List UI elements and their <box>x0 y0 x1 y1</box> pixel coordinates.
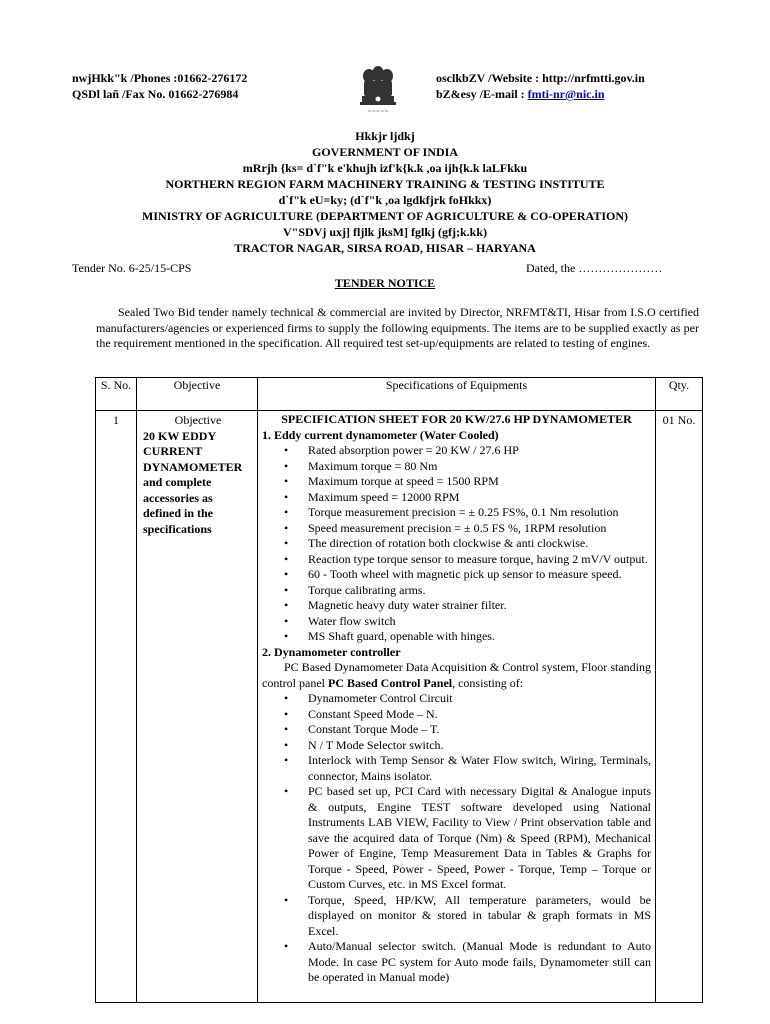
national-emblem-icon <box>354 64 402 116</box>
phone-line: nwjHkk"k /Phones :01662-276172 <box>72 71 248 85</box>
header-sno: S. No. <box>96 378 137 411</box>
list-item: • Constant Speed Mode – N. <box>262 707 651 723</box>
header-specifications: Specifications of Equipments <box>258 378 656 411</box>
tender-notice-title: TENDER NOTICE <box>334 276 436 290</box>
table-header-row <box>96 378 703 411</box>
list-item: • Rated absorption power = 20 KW / 27.6 HP <box>262 443 651 459</box>
list-item: • Maximum torque = 80 Nm <box>262 459 651 475</box>
org-institute-name: NORTHERN REGION FARM MACHINERY TRAINING & TESTING INSTITUTE <box>165 177 605 191</box>
email-line: bZ&esy /E-mail : fmti-nr@nic.in <box>436 87 605 101</box>
row-objective <box>137 411 258 1003</box>
section2-title: 2. Dynamometer controller <box>262 644 401 659</box>
email-link[interactable]: fmti-nr@nic.in <box>527 87 605 101</box>
list-item: • 60 - Tooth wheel with magnetic pick up sensor to measure speed. <box>262 567 651 583</box>
objective-description: 20 KW EDDY CURRENT DYNAMOMETER and complete accessories as defined in the specifications <box>143 428 243 536</box>
list-item: • Reaction type torque sensor to measure torque, having 2 mV/V output. <box>262 552 651 568</box>
list-item: • Water flow switch <box>262 614 651 630</box>
tender-date: Dated, the ………………… <box>526 261 663 275</box>
row-sno: 1 <box>96 411 137 1003</box>
section2-list <box>262 691 651 986</box>
section1-list <box>262 443 651 645</box>
organization-block <box>0 128 770 256</box>
objective-label: Objective <box>174 413 222 427</box>
list-item: • MS Shaft guard, openable with hinges. <box>262 629 651 645</box>
list-item: • Maximum speed = 12000 RPM <box>262 490 651 506</box>
tender-number: Tender No. 6-25/15-CPS <box>72 261 192 275</box>
section1-title: 1. Eddy current dynamometer (Water Cooled) <box>262 427 499 442</box>
table-row <box>96 411 703 1003</box>
list-item: • Constant Torque Mode – T. <box>262 722 651 738</box>
contact-phone-fax <box>72 70 247 102</box>
spec-sheet-heading: SPECIFICATION SHEET FOR 20 KW/27.6 HP DYNAMOMETER <box>281 412 632 426</box>
list-item: • Dynamometer Control Circuit <box>262 691 651 707</box>
specification-table <box>95 377 703 1003</box>
list-item: • The direction of rotation both clockwise & anti clockwise. <box>262 536 651 552</box>
svg-text:~~~~~: ~~~~~ <box>367 109 389 115</box>
contact-web-email <box>436 70 645 102</box>
org-hindi-govt: Hkkjr ljdkj <box>355 129 415 143</box>
list-item: • Torque measurement precision = ± 0.25 FS%, 0.1 Nm resolution <box>262 505 651 521</box>
tender-intro-paragraph: Sealed Two Bid tender namely technical & commercial are invited by Director, NRFMT&TI, Hisar from I.S.O certified manufacturers/agencies or experienced firms to supply the following equipments. The items are to be supplied exactly as per the requirement mentioned in the specification. All required test set-up/equipments are related to testing of engines. <box>96 305 699 350</box>
list-item: • N / T Mode Selector switch. <box>262 738 651 754</box>
list-item: • Maximum torque at speed = 1500 RPM <box>262 474 651 490</box>
website-line: osclkbZV /Website : http://nrfmtti.gov.in <box>436 71 645 85</box>
org-ministry-name: MINISTRY OF AGRICULTURE (DEPARTMENT OF AGRICULTURE & CO-OPERATION) <box>142 209 628 223</box>
list-item: • Interlock with Temp Sensor & Water Flow switch, Wiring, Terminals, connector, Mains isolator. <box>262 753 651 784</box>
row-specifications <box>258 411 656 1003</box>
list-item: • PC based set up, PCI Card with necessary Digital & Analogue inputs & outputs, Engine TEST software developed using National Instruments LAB VIEW, Facility to View / Print observation table and save the acquired data of Torque (Nm) & Speed (RPM), Mechanical Power of Engine, Temp Measurement Data in Tables & Graphs for Torque - Speed, Power - Speed, Power - Torque, Temp – Torque or Custom Curves, etc. in MS Excel format. <box>262 784 651 893</box>
list-item: • Speed measurement precision = ± 0.5 FS %, 1RPM resolution <box>262 521 651 537</box>
header-objective: Objective <box>137 378 258 411</box>
org-hindi-ministry: d`f"k eU=ky; (d`f"k ,oa lgdkfjrk foHkkx) <box>278 193 492 207</box>
header-qty: Qty. <box>656 378 703 411</box>
list-item: • Magnetic heavy duty water strainer filter. <box>262 598 651 614</box>
list-item: • Auto/Manual selector switch. (Manual Mode is redundant to Auto Mode. In case PC system for Auto mode fails, Dynamometer still can be operated in Manual mode) <box>262 939 651 986</box>
fax-line: QSDl lañ /Fax No. 01662-276984 <box>72 87 239 101</box>
row-qty: 01 No. <box>656 411 703 1003</box>
org-hindi-institute: mRrjh {ks= d`f"k e'khujh izf'k{k.k ,oa ijh{k.k laLFkku <box>242 161 528 175</box>
org-address: TRACTOR NAGAR, SIRSA ROAD, HISAR – HARYANA <box>234 241 536 255</box>
section2-description: PC Based Dynamometer Data Acquisition & Control system, Floor standing control panel PC Based Control Panel, consisting of: <box>262 660 651 690</box>
list-item: • Torque, Speed, HP/KW, All temperature parameters, would be displayed on monitor & stored in tabular & graph formats in MS Excel. <box>262 893 651 940</box>
list-item: • Torque calibrating arms. <box>262 583 651 599</box>
org-govt-india: GOVERNMENT OF INDIA <box>311 145 458 159</box>
org-hindi-address: V"SDVj uxj] fljlk jksM] fglkj (gfj;k.kk) <box>283 225 487 239</box>
